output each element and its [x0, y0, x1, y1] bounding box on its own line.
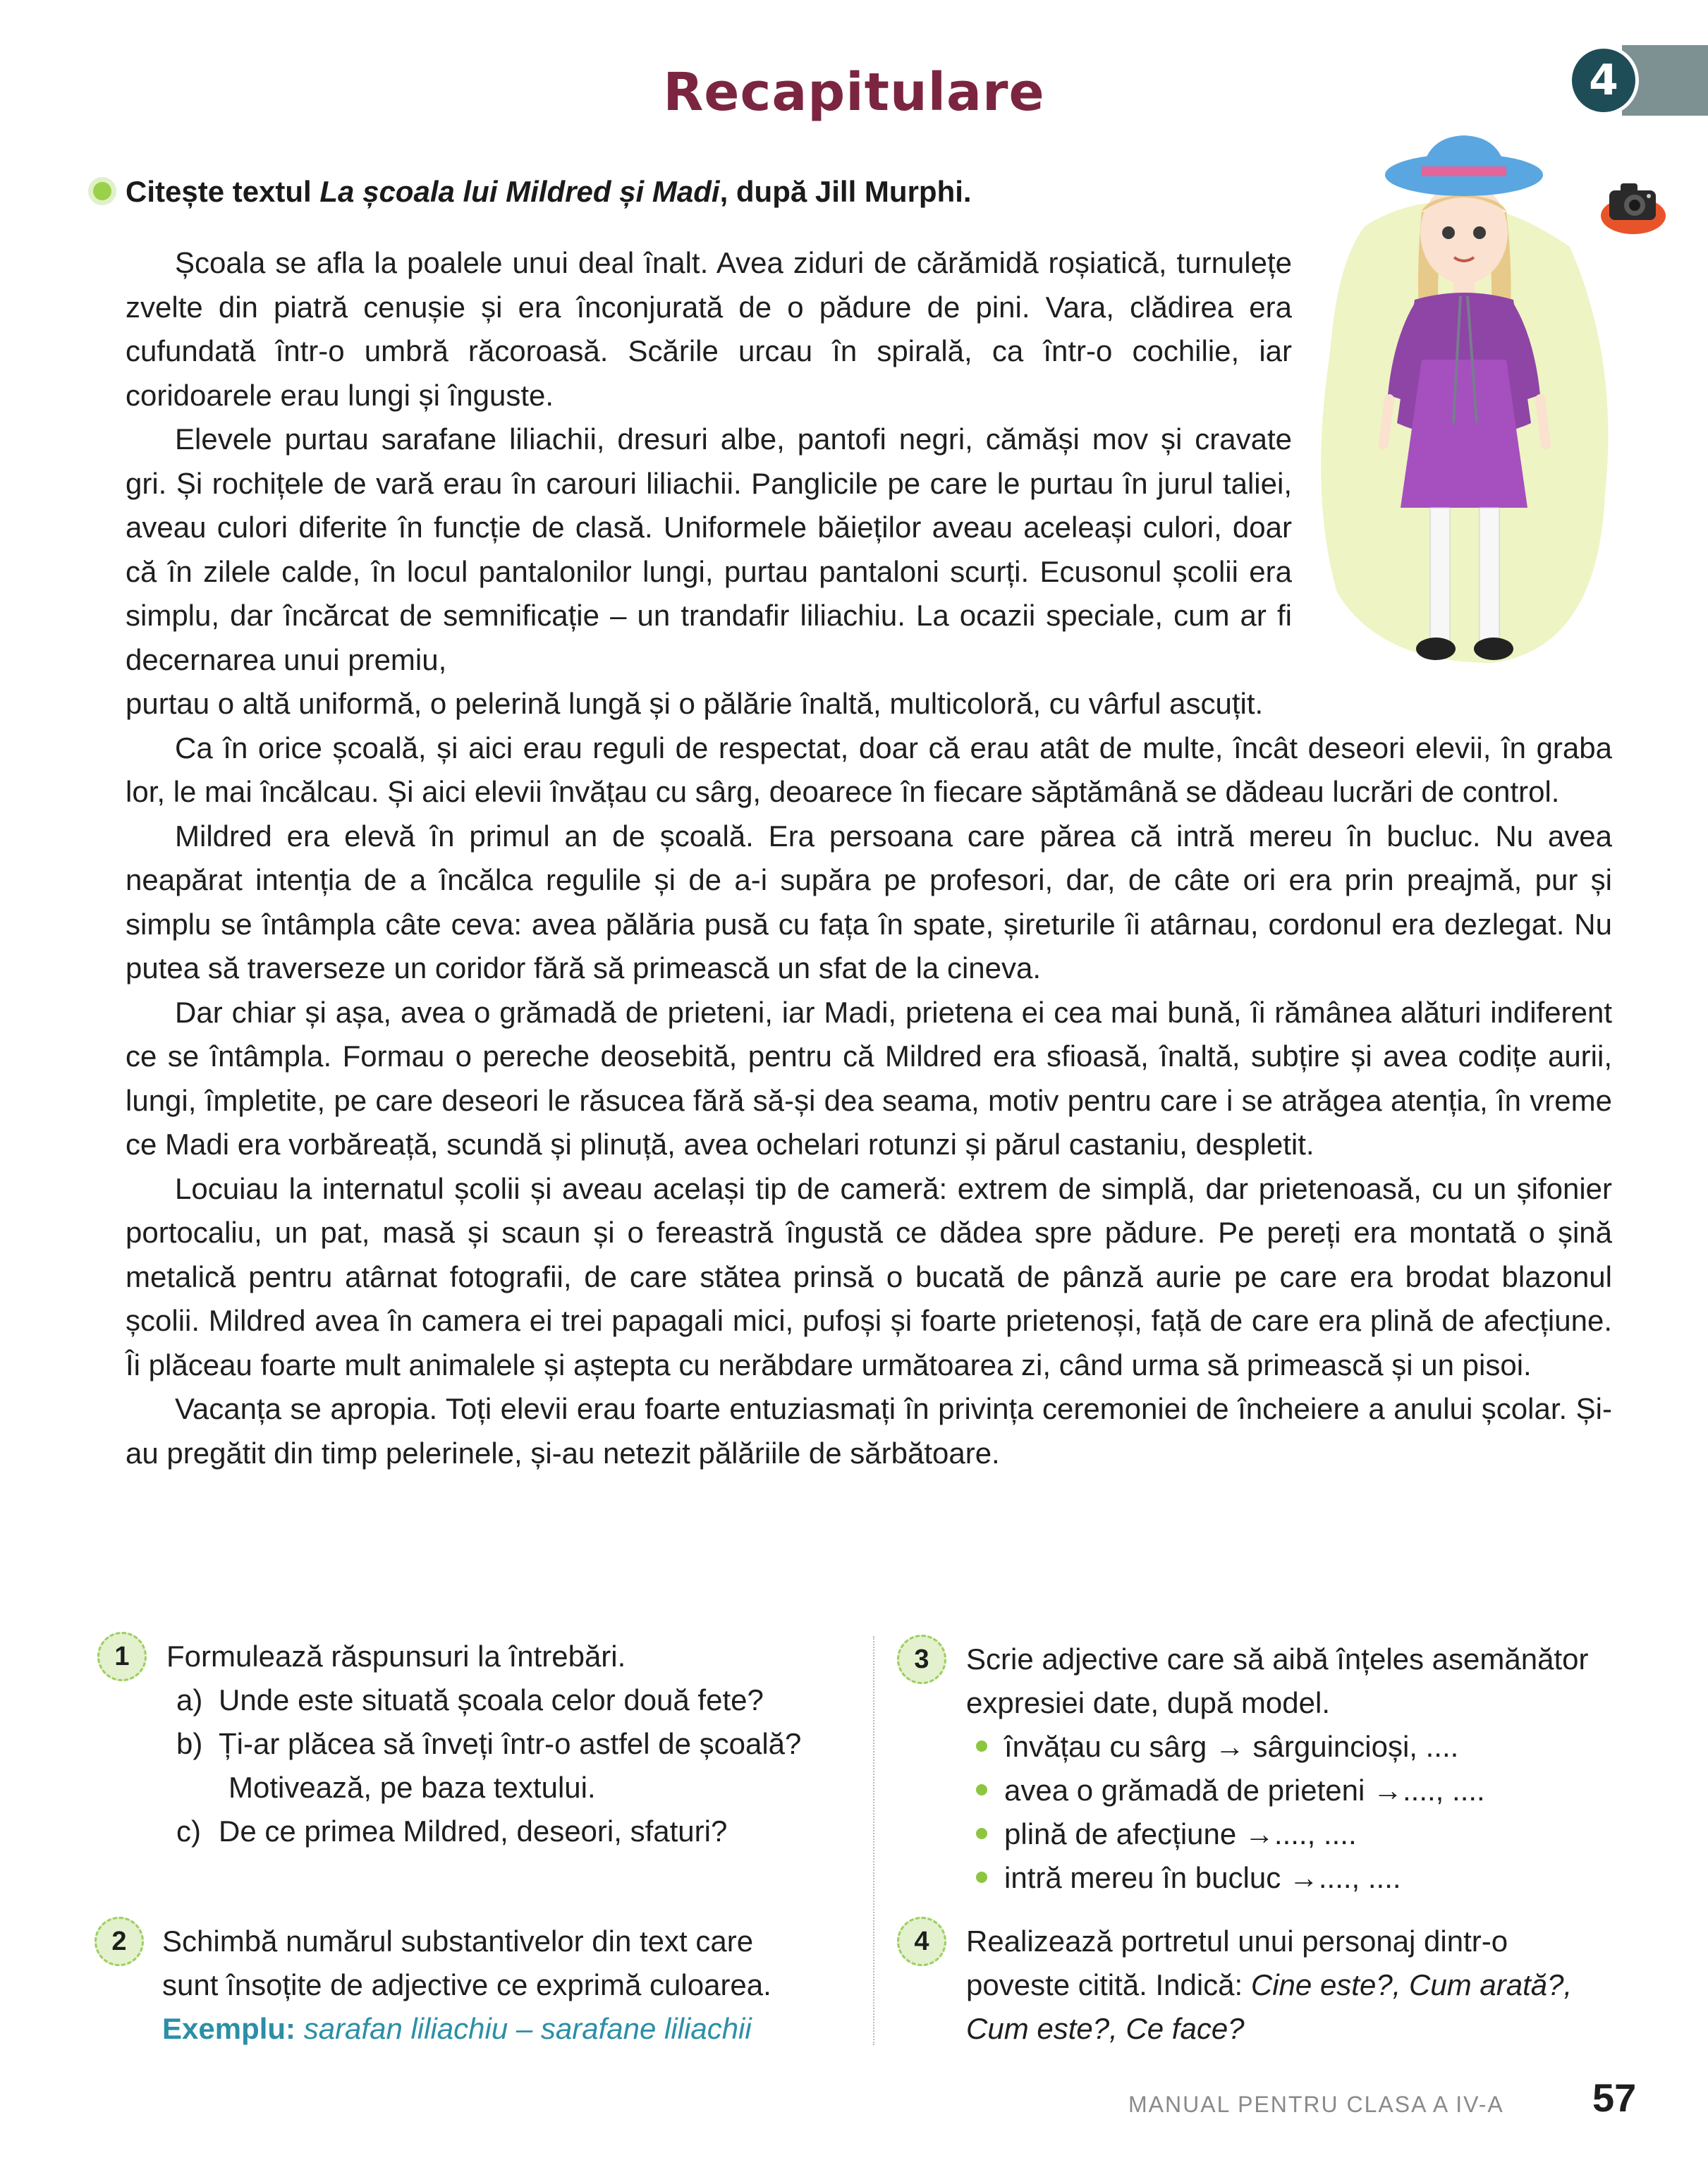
exercise-3-item: învățau cu sârg → sârguincioși, ....: [966, 1725, 1588, 1769]
story-paragraph-2-main: Elevele purtau sarafane liliachii, dresuri albe, pantofi negri, cămăși mov și cravate gri. Și rochițele de vară erau în carouri liliachii. Panglicile pe care le purtau în jurul taliei, aveau culori diferite în funcție de clasă. Uniformele băieților aveau aceleași culori, doar că în zilele calde, în locul pantalonilor lungi, purtau pantaloni scurți. Ecusonul școlii era simplu, dar încărcat de semnificație – un trandafir liliachiu. La ocazii speciale, cum ar fi decernarea unui premiu,: [126, 422, 1292, 676]
bullet-icon: [976, 1784, 987, 1795]
instruction-prefix: Citește textul: [126, 175, 320, 208]
story-paragraph-7: Vacanța se apropia. Toți elevii erau foarte entuziasmați în privința ceremoniei de încheiere a anului școlar. Și-au pregătit din timp pelerinele, și-au netezit pălăriile de sărbătoare.: [126, 1392, 1612, 1470]
page-title: Recapitulare: [663, 62, 1045, 123]
bullet-icon: [976, 1740, 987, 1752]
column-divider: [873, 1636, 874, 2045]
exercise-3-item: avea o grămadă de prieteni →...., ....: [966, 1769, 1588, 1812]
story-paragraph-2: [126, 417, 1292, 682]
exercise-3-line-1: Scrie adjective care să aibă înțeles asemănător: [966, 1642, 1589, 1676]
story-text: [126, 241, 1612, 1475]
story-paragraph-5: Dar chiar și așa, avea o grămadă de prieteni, iar Madi, prietena ei cea mai bună, îi rămânea alături indiferent ce se întâmpla. Formau o pereche deosebită, pentru că Mildred era sfioasă, înaltă, subțire și avea codițe aurii, lungi, împletite, pe care deseori le răsucea fără să-și dea seama, motiv pentru care i se atrăgea atenția, în vreme ce Madi era vorbăreață, scundă și plinuță, avea ochelari rotunzi și părul castaniu, despletit.: [126, 995, 1612, 1161]
exercise-4-number: 4: [897, 1917, 946, 1966]
exercise-3-item: plină de afecțiune →...., ....: [966, 1812, 1588, 1856]
page-number: 57: [1592, 2075, 1637, 2120]
story-paragraph-6: Locuiau la internatul școlii și aveau același tip de cameră: extrem de simplă, dar prietenoasă, cu un șifonier portocaliu, un pat, masă și scaun și o fereastră îngustă ce dădea spre pădure. Pe pereți era montată o șină metalică pentru atârnat fotografii, de care stătea prinsă o bucată de pânză aurie pe care era brodat blazonul școlii. Mildred avea în camera ei trei papagali mici, pufoși și foarte prietenoși, față de care era plină de afecțiune. Îi plăceau foarte mult animalele și aștepta cu nerăbdare următoarea zi, când urma să primească și un pisoi.: [126, 1171, 1612, 1382]
chapter-badge: 4: [1568, 45, 1639, 116]
exercise-1-prompt: Formulează răspunsuri la întrebări.: [166, 1640, 626, 1673]
bullet-icon: [93, 182, 111, 200]
reading-instruction: [126, 175, 972, 209]
story-title: La școala lui Mildred și Madi: [319, 175, 720, 208]
exercise-4-line-1: Realizează portretul unui personaj dintr-o: [966, 1925, 1508, 1958]
story-paragraph-3: Ca în orice școală, și aici erau reguli de respectat, doar că erau atât de multe, încât deseori elevii, în graba lor, le mai încălcau. Și aici elevii învățau cu sârg, deoarece în fiecare săptămână se dădeau lucrări de control.: [126, 731, 1612, 808]
exercise-2-line-1: Schimbă numărul substantivelor din text care: [162, 1925, 754, 1958]
exercise-2-number: 2: [94, 1917, 144, 1966]
story-paragraph-4: Mildred era elevă în primul an de școală. Era persoana care părea că intră mereu în bucluc. Nu avea neapărat intenția de a încălca regulile și de a-i supăra pe profesori, dar, de câte ori era prin preajmă, pur și simplu se întâmpla câte ceva: avea pălăria pusă cu fața în spate, șireturile îi atârnau, cordonul era dezlegat. Nu putea să traverseze un coridor fără să primească un sfat de la cineva.: [126, 819, 1612, 984]
story-paragraph-2-tail: purtau o altă uniformă, o pelerină lungă și o pălărie înaltă, multicoloră, cu vârful ascuțit.: [126, 687, 1264, 720]
instruction-suffix: , după Jill Murphi.: [719, 175, 972, 208]
bullet-icon: [976, 1872, 987, 1883]
footer-label: MANUAL PENTRU CLASA A IV-A: [1128, 2092, 1504, 2117]
exercise-4-line-2: poveste citită. Indică: Cine este?, Cum arată?,: [966, 1968, 1573, 2001]
exercise-1-item-c: c) De ce primea Mildred, deseori, sfaturi?: [176, 1815, 728, 1848]
story-paragraph-1: Școala se afla la poalele unui deal înalt. Avea ziduri de cărămidă roșiatică, turnulețe zvelte din piatră cenușie și era înconjurată de o pădure de pini. Vara, clădirea era cufundată într-o umbră răcoroasă. Scările urcau în spirală, ca într-o cochilie, iar coridoarele erau lungi și înguste.: [126, 246, 1292, 412]
exercise-1-item-a: a) Unde este situată școala celor două fete?: [176, 1683, 764, 1716]
exercise-2-line-2: sunt însoțite de adjective ce exprimă culoarea.: [162, 1968, 771, 2001]
exercise-1-item-b: b) Ți-ar plăcea să înveți într-o astfel de școală? Motivează, pe baza textului.: [176, 1727, 802, 1804]
exercise-1-number: 1: [97, 1632, 147, 1681]
exercise-2-example: Exemplu: sarafan liliachiu – sarafane liliachii: [162, 2012, 752, 2045]
bullet-icon: [976, 1828, 987, 1839]
exercise-3-item: intră mereu în bucluc →...., ....: [966, 1856, 1588, 1900]
exercise-3-line-2: expresiei date, după model.: [966, 1686, 1330, 1719]
exercise-4-line-3: Cum este?, Ce face?: [966, 2012, 1245, 2045]
exercise-3-number: 3: [897, 1635, 946, 1684]
